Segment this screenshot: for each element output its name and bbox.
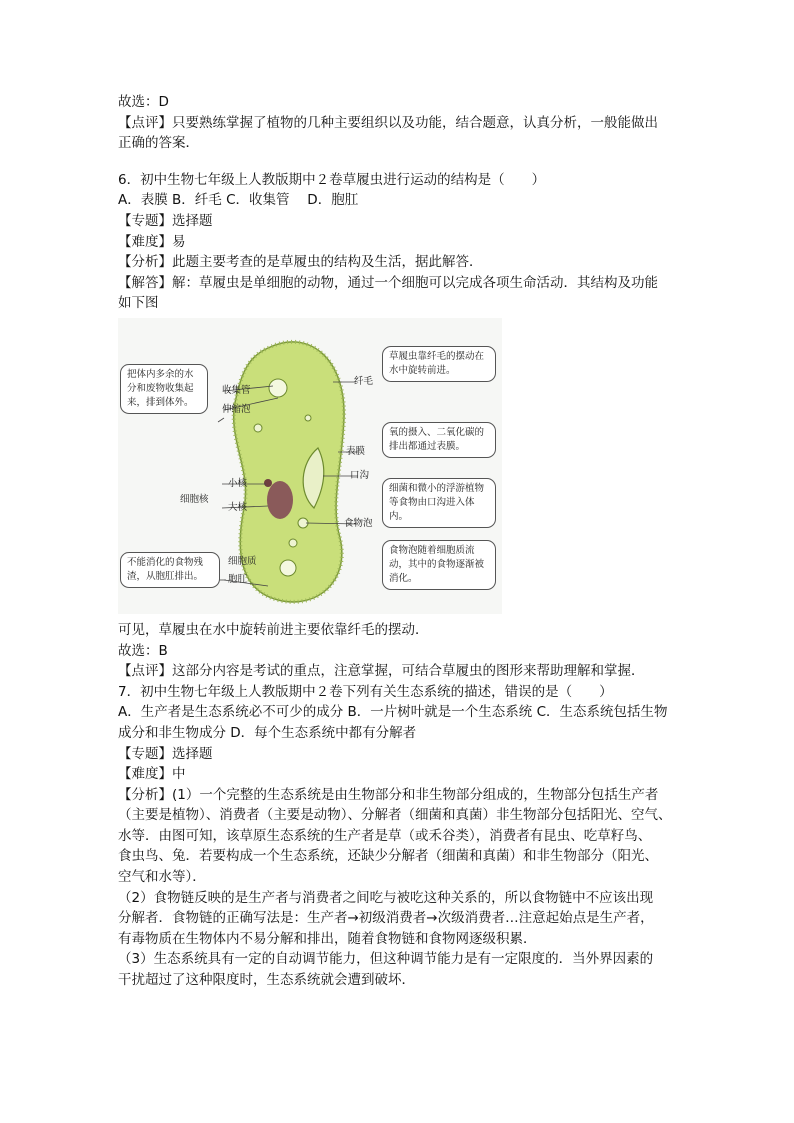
q7-analysis-8: 有毒物质在生物体内不易分解和排出，随着食物链和食物网逐级积累． <box>118 930 537 947</box>
q6-solution: 【解答】解：草履虫是单细胞的动物，通过一个细胞可以完成各项生命活动．其结构及功能 <box>118 274 658 291</box>
q7-analysis-2: （主要是植物）、消费者（主要是动物）、分解者（细菌和真菌）非生物部分包括阳光、空气、 <box>118 807 672 824</box>
food-vacuole <box>289 539 297 547</box>
q7-analysis-4: 食虫鸟、兔．若要构成一个生态系统，还缺少分解者（细菌和真菌）和非生物部分（阳光、 <box>118 848 658 865</box>
food-vacuole <box>305 415 311 421</box>
label-anal-pore: 胞肛 <box>228 573 248 585</box>
q7-topic: 【专题】选择题 <box>118 745 213 762</box>
note-cilia: 草履虫靠纤毛的摆动在水中旋转前进。 <box>382 346 496 382</box>
label-macronucleus: 大核 <box>228 501 248 513</box>
q6-difficulty: 【难度】易 <box>118 233 186 250</box>
label-contractile-vacuole: 伸缩泡 <box>222 403 251 415</box>
note-collecting: 把体内多余的水分和废物收集起来，排到体外。 <box>120 364 208 414</box>
paramecium-figure <box>118 318 502 614</box>
contractile-vacuole-bottom <box>280 560 296 576</box>
q7-analysis-7: 分解者．食物链的正确写法是：生产者→初级消费者→次级消费者…注意起始点是生产者， <box>118 910 654 927</box>
macronucleus <box>267 481 293 519</box>
q7-question: 7．初中生物七年级上人教版期中２卷下列有关生态系统的描述，错误的是（ ） <box>118 683 613 700</box>
q7-analysis-5: 空气和水等）． <box>118 869 206 886</box>
q6-options: A．表膜 B．纤毛 C．收集管 D．胞肛 <box>118 192 359 209</box>
q6-conclusion: 可见，草履虫在水中旋转前进主要依靠纤毛的摆动． <box>118 621 429 638</box>
document-page <box>118 92 688 991</box>
label-cytoplasm: 细胞质 <box>228 555 257 567</box>
q7-analysis-6: （2）食物链反映的是生产者与消费者之间吃与被吃这种关系的，所以食物链中不应该出现 <box>118 889 654 906</box>
micronucleus <box>264 479 272 487</box>
label-collecting-canal: 收集管 <box>222 384 251 396</box>
q7-options-cont: 成分和非生物成分 D．每个生态系统中都有分解者 <box>118 724 417 741</box>
comment-line: 【点评】只要熟练掌握了植物的几种主要组织以及功能，结合题意，认真分析，一般能做出 <box>118 114 658 131</box>
q7-difficulty: 【难度】中 <box>118 766 186 783</box>
q7-analysis-9: （3）生态系统具有一定的自动调节能力，但这种调节能力是有一定限度的．当外界因素的 <box>118 951 654 968</box>
q7-options: A．生产者是生态系统必不可少的成分 B．一片树叶就是一个生态系统 C．生态系统包括生物 <box>118 704 668 721</box>
label-oral-groove: 口沟 <box>350 469 370 481</box>
q6-solution-cont: 如下图 <box>118 295 159 312</box>
q7-analysis-1: 【分析】(1）一个完整的生态系统是由生物部分和非生物部分组成的，生物部分包括生产者 <box>118 786 659 803</box>
label-pellicle: 表膜 <box>346 445 366 457</box>
label-micronucleus: 小核 <box>228 477 248 489</box>
q6-comment: 【点评】这部分内容是考试的重点，注意掌握，可结合草履虫的图形来帮助理解和掌握． <box>118 663 645 680</box>
q7-analysis-3: 水等．由图可知，该草原生态系统的生产者是草（或禾谷类），消费者有昆虫、吃草籽鸟、 <box>118 827 652 844</box>
answer-line: 故选：D <box>118 94 169 110</box>
q6-analysis: 【分析】此题主要考查的是草履虫的结构及生活，据此解答． <box>118 254 483 271</box>
label-nucleus: 细胞核 <box>180 493 209 505</box>
q6-answer: 故选：B <box>118 642 168 659</box>
comment-line-cont: 正确的答案． <box>118 135 199 152</box>
q6-topic: 【专题】选择题 <box>118 212 213 229</box>
q6-question: 6．初中生物七年级上人教版期中２卷草履虫进行运动的结构是（ ） <box>118 171 546 188</box>
note-pellicle: 氧的摄入、二氧化碳的排出都通过表膜。 <box>382 422 496 458</box>
food-vacuole <box>254 424 262 432</box>
note-food-vacuole: 食物泡随着细胞质流动，其中的食物逐渐被消化。 <box>382 540 496 590</box>
label-food-vacuole: 食物泡 <box>344 517 373 529</box>
contractile-vacuole-top <box>269 379 287 397</box>
note-anal-pore: 不能消化的食物残渣，从胞肛排出。 <box>120 552 220 588</box>
note-oral-groove: 细菌和微小的浮游植物等食物由口沟进入体内。 <box>382 478 496 528</box>
q7-analysis-10: 干扰超过了这种限度时，生态系统就会遭到破坏． <box>118 972 415 989</box>
label-cilia: 纤毛 <box>354 375 374 387</box>
